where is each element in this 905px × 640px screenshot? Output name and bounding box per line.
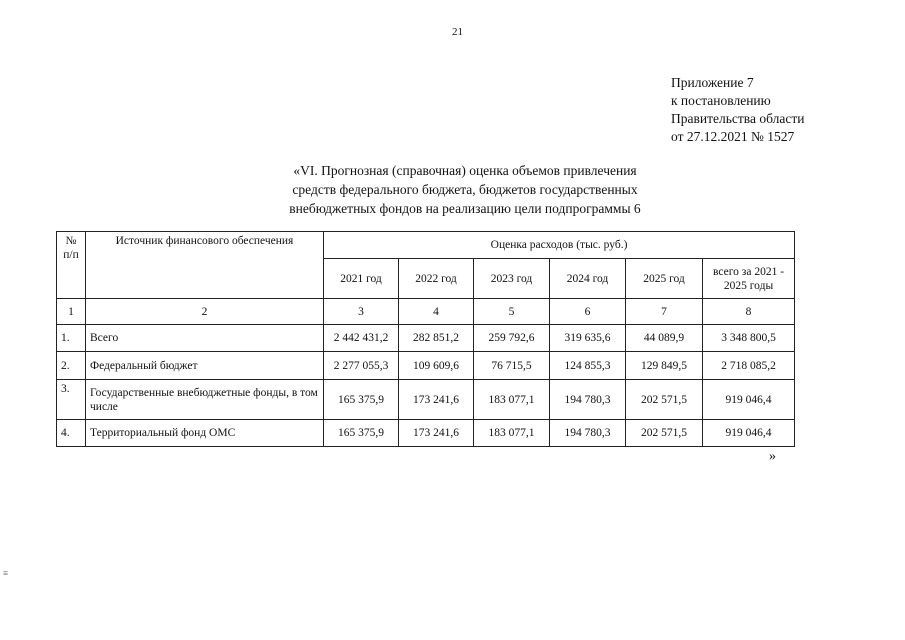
- row-value: 194 780,3: [550, 420, 626, 447]
- table-row: [57, 325, 795, 352]
- column-number: 1: [57, 299, 86, 325]
- row-value: 202 571,5: [626, 420, 703, 447]
- header-year: 2025 год: [626, 259, 703, 299]
- funding-table: [56, 231, 795, 447]
- column-number: 6: [550, 299, 626, 325]
- column-number: 3: [324, 299, 399, 325]
- appendix-line: от 27.12.2021 № 1527: [671, 129, 795, 144]
- row-value: 76 715,5: [474, 352, 550, 380]
- title-line: средств федерального бюджета, бюджетов государственных: [292, 182, 638, 197]
- column-number: 8: [703, 299, 795, 325]
- row-value: 2 718 085,2: [703, 352, 795, 380]
- header-year: 2021 год: [324, 259, 399, 299]
- section-title: [250, 161, 680, 218]
- row-value: 3 348 800,5: [703, 325, 795, 352]
- row-value: 44 089,9: [626, 325, 703, 352]
- column-number: 5: [474, 299, 550, 325]
- row-num: 4.: [57, 420, 86, 447]
- table-row: [57, 352, 795, 380]
- appendix-line: к постановлению: [671, 93, 771, 108]
- row-value: 2 442 431,2: [324, 325, 399, 352]
- appendix-line: Правительства области: [671, 111, 805, 126]
- column-number: 4: [399, 299, 474, 325]
- appendix-line: Приложение 7: [671, 75, 754, 90]
- row-source: Всего: [86, 325, 324, 352]
- row-source: Государственные внебюджетные фонды, в том числе: [86, 380, 324, 420]
- row-num: 1.: [57, 325, 86, 352]
- row-value: 259 792,6: [474, 325, 550, 352]
- header-year: 2023 год: [474, 259, 550, 299]
- row-value: 165 375,9: [324, 420, 399, 447]
- row-value: 2 277 055,3: [324, 352, 399, 380]
- row-value: 194 780,3: [550, 380, 626, 420]
- row-num: 2.: [57, 352, 86, 380]
- row-value: 173 241,6: [399, 380, 474, 420]
- row-value: 919 046,4: [703, 420, 795, 447]
- header-estimate: Оценка расходов (тыс. руб.): [324, 232, 795, 259]
- row-value: 124 855,3: [550, 352, 626, 380]
- row-value: 183 077,1: [474, 420, 550, 447]
- column-number-row: [57, 299, 795, 325]
- header-year: 2024 год: [550, 259, 626, 299]
- column-number: 2: [86, 299, 324, 325]
- row-value: 319 635,6: [550, 325, 626, 352]
- row-value: 282 851,2: [399, 325, 474, 352]
- header-year: 2022 год: [399, 259, 474, 299]
- appendix-block: [671, 74, 804, 146]
- page-number: 21: [452, 26, 463, 38]
- table-row: [57, 380, 795, 420]
- row-value: 129 849,5: [626, 352, 703, 380]
- closing-quote: »: [769, 449, 776, 464]
- column-number: 7: [626, 299, 703, 325]
- header-source: Источник финансового обеспечения: [86, 232, 324, 299]
- header-num: № п/п: [57, 232, 86, 299]
- row-value: 919 046,4: [703, 380, 795, 420]
- row-num: 3.: [57, 380, 86, 420]
- row-value: 165 375,9: [324, 380, 399, 420]
- row-value: 173 241,6: [399, 420, 474, 447]
- row-source: Федеральный бюджет: [86, 352, 324, 380]
- header-total: всего за 2021 - 2025 годы: [703, 259, 795, 299]
- title-line: «VI. Прогнозная (справочная) оценка объемов привлечения: [293, 163, 637, 178]
- margin-mark: ≡: [3, 568, 9, 578]
- row-value: 202 571,5: [626, 380, 703, 420]
- title-line: внебюджетных фондов на реализацию цели подпрограммы 6: [289, 201, 641, 216]
- row-value: 183 077,1: [474, 380, 550, 420]
- table-row: [57, 420, 795, 447]
- row-value: 109 609,6: [399, 352, 474, 380]
- row-source: Территориальный фонд ОМС: [86, 420, 324, 447]
